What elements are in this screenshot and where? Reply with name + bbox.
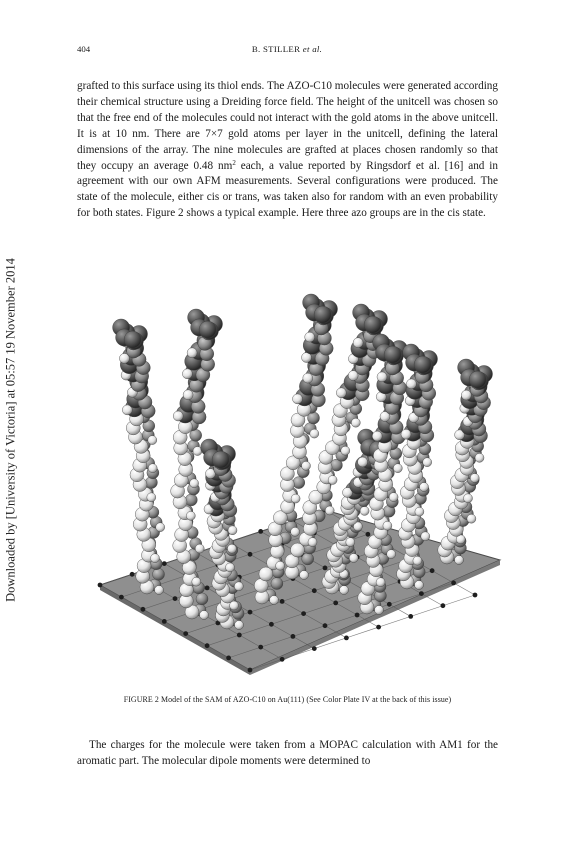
gold-atom (312, 646, 317, 651)
gold-atom (237, 633, 242, 638)
atom-sphere (195, 544, 204, 553)
gold-atom (355, 613, 360, 618)
atom-sphere (227, 544, 236, 553)
atom-sphere (147, 493, 156, 502)
gold-atom (280, 599, 285, 604)
gold-atom (441, 603, 446, 608)
gold-atom (366, 532, 371, 537)
gold-atom (269, 622, 274, 627)
atom-sphere (148, 436, 157, 445)
atom-sphere (124, 331, 141, 348)
atom-sphere (186, 511, 195, 520)
gold-atom (205, 643, 210, 648)
gold-atom (291, 634, 296, 639)
superscript-2: 2 (232, 158, 236, 167)
gold-atom (173, 596, 178, 601)
atom-sphere (383, 521, 392, 530)
gold-atom (333, 601, 338, 606)
gold-atom (183, 631, 188, 636)
atom-sphere (346, 538, 355, 547)
atom-sphere (200, 611, 209, 620)
atom-sphere (420, 483, 429, 492)
atom-sphere (340, 586, 349, 595)
atom-sphere (187, 348, 197, 358)
atom-sphere (226, 563, 235, 572)
running-head-et-al: et al. (302, 44, 323, 54)
atom-sphere (300, 571, 309, 580)
paragraph-2: The charges for the molecule were taken from a MOPAC calculation with AM1 for the aromatic part. The molecular dipole moments were determined to (77, 739, 498, 767)
atom-sphere (475, 453, 484, 462)
atom-sphere (375, 606, 384, 615)
atom-sphere (360, 506, 369, 515)
gold-atom (248, 610, 253, 615)
gold-atom (451, 581, 456, 586)
atom-sphere (185, 494, 197, 506)
atom-sphere (364, 316, 381, 333)
atom-sphere (415, 581, 424, 590)
atom-sphere (270, 596, 279, 605)
download-notice-sidebar (0, 230, 22, 630)
atom-sphere (455, 556, 464, 565)
atom-sphere (228, 526, 237, 535)
atom-sphere (469, 371, 486, 388)
atom-sphere (305, 332, 315, 342)
atom-sphere (384, 346, 401, 363)
paragraph-1 (77, 79, 498, 222)
atom-sphere (353, 338, 363, 348)
atom-sphere (151, 554, 160, 563)
atom-sphere (199, 321, 216, 338)
atom-sphere (461, 390, 471, 400)
atom-sphere (415, 507, 424, 516)
atom-sphere (291, 527, 300, 536)
sam-model-image (90, 285, 510, 680)
atom-sphere (372, 431, 382, 441)
gold-atom (430, 568, 435, 573)
atom-sphere (325, 506, 334, 515)
download-notice: Downloaded by [University of Victoria] at 05:57 19 November 2014 (3, 258, 18, 602)
figure-2 (90, 285, 510, 680)
atom-sphere (293, 477, 305, 489)
atom-sphere (153, 568, 165, 580)
atom-sphere (376, 578, 385, 587)
atom-sphere (173, 411, 183, 421)
atom-sphere (190, 429, 202, 441)
gold-atom (323, 623, 328, 628)
gold-atom (130, 572, 135, 577)
atom-sphere (183, 390, 193, 400)
atom-sphere (235, 621, 244, 630)
gold-atom (312, 588, 317, 593)
atom-sphere (293, 394, 303, 404)
gold-atom (408, 614, 413, 619)
atom-sphere (421, 532, 430, 541)
atom-sphere (314, 306, 331, 323)
gold-atom (280, 657, 285, 662)
atom-sphere (414, 356, 431, 373)
atom-sphere (212, 451, 229, 468)
atom-sphere (328, 476, 337, 485)
atom-sphere (341, 446, 350, 455)
gold-atom (258, 645, 263, 650)
atom-sphere (387, 550, 396, 559)
running-head-author: B. STILLER (251, 44, 301, 54)
gold-atom (323, 566, 328, 571)
paragraph-1-text: grafted to this surface using its thiol ends. The AZO-C10 molecules were generated according their chemical structure using a Dreiding force field. The height of the unitcell was chosen so that the free end of the molecules could not interact with the gold atoms in the above unitcell. It is at 10 nm. There are 7×7 gold atoms per layer in the unitcell, defining the lateral dimensions of the array. The nine molecules are grafted at places chosen randomly so that they occupy an average 0.48 nm (77, 80, 498, 172)
gold-atom (301, 611, 306, 616)
atom-sphere (156, 523, 165, 532)
atom-sphere (470, 474, 479, 483)
gold-atom (226, 656, 231, 661)
atom-sphere (291, 494, 300, 503)
atom-sphere (393, 464, 402, 473)
atom-sphere (336, 388, 346, 398)
atom-sphere (377, 372, 387, 382)
page-number: 404 (77, 44, 91, 54)
running-head (77, 44, 497, 54)
atom-sphere (155, 586, 164, 595)
gold-atom (419, 591, 424, 596)
gold-atom (248, 552, 253, 557)
gold-atom (98, 583, 103, 588)
atom-sphere (406, 379, 416, 389)
atom-sphere (358, 457, 368, 467)
gold-atom (344, 636, 349, 641)
atom-sphere (271, 578, 283, 590)
figure-caption: FIGURE 2 Model of the SAM of AZO-C10 on Au(111) (See Color Plate IV at the back of this issue) (123, 695, 452, 704)
atom-sphere (182, 369, 192, 379)
paragraph-1-text-cont: each, a value reported by Ringsdorf et al. [16] and in agreement with our own AFM measurements. Several configurations were produced. The state of the molecule, either cis or trans, was taken also for random with an even probability for both states. Figure 2 shows a typical example. Here three azo groups are in the cis state. (77, 159, 498, 220)
atom-sphere (302, 553, 314, 565)
gold-atom (248, 668, 253, 673)
atom-sphere (389, 493, 398, 502)
atom-sphere (464, 494, 473, 503)
atom-sphere (196, 593, 208, 605)
gold-atom (387, 602, 392, 607)
atom-sphere (192, 577, 201, 586)
gold-atom (141, 607, 146, 612)
gold-atom (162, 619, 167, 624)
atom-sphere (303, 373, 313, 383)
atom-sphere (310, 429, 319, 438)
gold-atom (205, 586, 210, 591)
atom-sphere (276, 561, 285, 570)
atom-sphere (351, 418, 360, 427)
atom-sphere (349, 554, 358, 563)
gold-atom (162, 561, 167, 566)
gold-atom (376, 625, 381, 630)
atom-sphere (190, 479, 199, 488)
atom-sphere (413, 556, 422, 565)
page-header (77, 44, 497, 58)
atom-sphere (234, 582, 243, 591)
atom-sphere (308, 538, 317, 547)
gold-atom (473, 593, 478, 598)
atom-sphere (423, 458, 432, 467)
gold-atom (258, 529, 263, 534)
atom-sphere (467, 514, 476, 523)
gold-atom (119, 595, 124, 600)
atom-sphere (148, 464, 157, 473)
atom-sphere (302, 461, 311, 470)
